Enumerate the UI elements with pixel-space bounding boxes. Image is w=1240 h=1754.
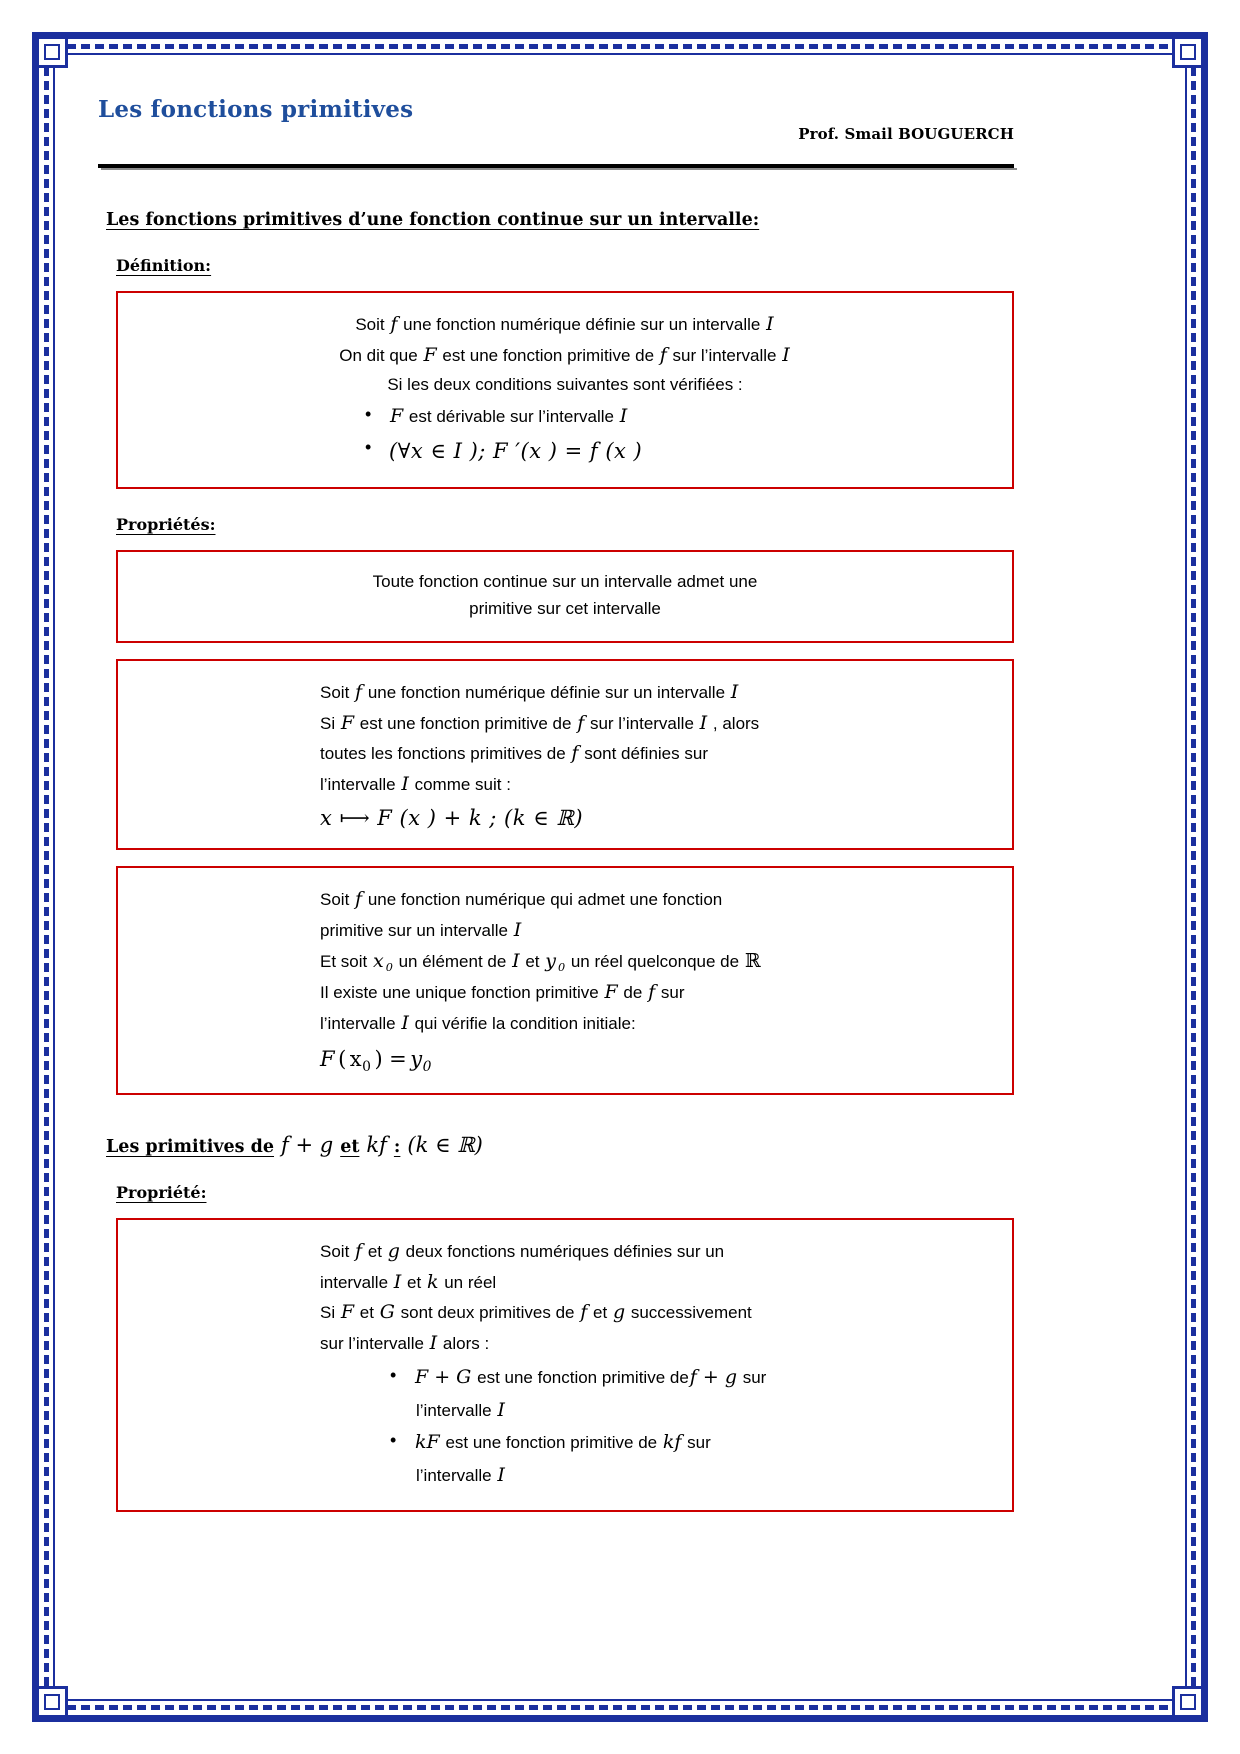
property4-line2-a: intervalle	[320, 1272, 389, 1292]
math-symbol-f: f	[648, 981, 656, 1004]
property3-line-1	[320, 884, 990, 915]
property4-line1-a: Soit	[320, 1241, 350, 1261]
formula-derivative-condition: (∀x ∈ I ); F ′(x ) = f (x )	[389, 438, 643, 463]
property4-line1-c: deux fonctions numériques définies sur un	[405, 1241, 725, 1261]
header-divider	[98, 164, 1014, 168]
property-box-4	[116, 1218, 1014, 1512]
frame-dash-top	[53, 44, 1187, 49]
property2-line2-d: , alors	[712, 713, 760, 733]
math-subscript-0: 0	[557, 960, 566, 974]
property3-line-4	[320, 977, 990, 1008]
math-expr-kf: kf	[662, 1431, 682, 1454]
definition-line1-b: une fonction numérique définie sur un intervalle	[403, 315, 761, 334]
property4-line2-b: et	[407, 1272, 422, 1292]
definition-line2-b: est une fonction primitive de	[442, 345, 655, 365]
math-symbol-I: I	[782, 343, 790, 366]
heading-conjunction-et: et	[340, 1136, 360, 1157]
property3-line4-c: sur	[660, 983, 685, 1003]
math-symbol-I: I	[766, 313, 774, 335]
math-expr-kF: kF	[415, 1431, 440, 1454]
property3-line5-b: qui vérifie la condition initiale:	[414, 1013, 636, 1033]
corner-ornament-top-left	[36, 36, 68, 68]
property2-line3-a: toutes les fonctions primitives de	[320, 744, 566, 764]
math-symbol-I: I	[401, 773, 409, 796]
property4-bullet2-line2-a: l’intervalle	[416, 1465, 492, 1485]
math-expr-f-plus-g: f + g	[689, 1365, 737, 1388]
math-symbol-I: I	[730, 680, 739, 703]
math-symbol-g: g	[612, 1301, 626, 1324]
property4-line3-a: Si	[320, 1303, 336, 1323]
property4-line4-a: sur l’intervalle	[320, 1334, 424, 1354]
property2-line2-a: Si	[320, 713, 336, 733]
subheading-propriete: Propriété:	[116, 1182, 207, 1202]
property4-bullet-1	[380, 1361, 990, 1426]
definition-line2-a: On dit que	[339, 345, 418, 365]
property3-line3-d: un réel quelconque de	[570, 951, 740, 971]
definition-conditions-list	[355, 400, 775, 469]
property2-line-2	[320, 708, 990, 739]
property4-line3-b: et	[359, 1303, 374, 1323]
formula-general-primitive: x ⟼ F (x ) + k ; (k ∈ ℝ)	[320, 805, 584, 830]
property3-line3-c: et	[525, 951, 540, 971]
section-heading-primitives: Les fonctions primitives d’une fonction continue sur un intervalle:	[106, 210, 760, 230]
definition-line2-c: sur l’intervalle	[672, 345, 777, 365]
property3-line-2	[320, 915, 990, 946]
math-symbol-I: I	[512, 949, 520, 972]
math-symbol-x0: x	[372, 949, 384, 972]
math-symbol-k: k	[426, 1270, 439, 1293]
math-symbol-F: F	[340, 711, 355, 734]
document-content	[98, 96, 1014, 1512]
math-symbol-F: F	[390, 405, 404, 428]
property4-line-4	[320, 1328, 990, 1359]
property3-line1-a: Soit	[320, 889, 350, 909]
property2-line2-c: sur l’intervalle	[589, 713, 694, 733]
math-symbol-I: I	[497, 1398, 505, 1421]
definition-line-3: Si les deux conditions suivantes sont vérifiées :	[387, 374, 743, 394]
section-heading-sum-and-scalar	[98, 1133, 1014, 1157]
property3-line5-a: l’intervalle	[320, 1013, 396, 1033]
math-symbol-f: f	[390, 313, 398, 335]
math-symbol-I: I	[393, 1270, 402, 1293]
property4-bullet-2	[380, 1426, 990, 1491]
property3-line4-b: de	[623, 983, 643, 1003]
heading-colon: :	[393, 1136, 401, 1157]
page-title: Les fonctions primitives	[98, 96, 414, 123]
math-symbol-y0: y	[545, 949, 556, 972]
math-expr-k-in-reals: (k ∈ ℝ)	[407, 1132, 483, 1157]
property1-line-2: primitive sur cet intervalle	[469, 599, 661, 619]
math-subscript-0: 0	[385, 960, 393, 974]
math-symbol-f: f	[355, 887, 363, 910]
property2-line-3	[320, 738, 990, 769]
math-symbol-G: G	[379, 1301, 395, 1324]
math-expr-f-plus-g: f + g	[281, 1132, 334, 1157]
property-box-2	[116, 659, 1014, 850]
property4-line3-c: sont deux primitives de	[400, 1303, 575, 1323]
definition-condition1-text: est dérivable sur l’intervalle	[408, 407, 614, 427]
definition-condition-1	[355, 400, 775, 433]
math-symbol-I: I	[513, 918, 522, 941]
definition-line-1	[140, 309, 990, 340]
math-symbol-f: f	[355, 1239, 363, 1262]
property2-line4-b: comme suit :	[414, 775, 511, 795]
property2-line-1	[320, 677, 990, 708]
definition-condition-2	[355, 433, 775, 469]
math-symbol-f: f	[577, 711, 585, 734]
property4-bullet1-a: est une fonction primitive de	[477, 1367, 689, 1387]
property4-line-1	[320, 1236, 990, 1267]
math-symbol-g: g	[387, 1239, 400, 1262]
property3-line2-a: primitive sur un intervalle	[320, 920, 509, 940]
definition-box	[116, 291, 1014, 489]
property3-line-5	[320, 1008, 990, 1039]
property1-line-1: Toute fonction continue sur un intervalle admet une	[372, 571, 758, 591]
math-symbol-F: F	[604, 981, 618, 1004]
property-box-1	[116, 550, 1014, 643]
property2-line2-b: est une fonction primitive de	[359, 713, 572, 733]
math-symbol-reals: ℝ	[744, 949, 761, 972]
property3-line-3	[320, 946, 990, 978]
property3-line3-b: un élément de	[398, 951, 507, 971]
definition-line1-a: Soit	[355, 315, 385, 334]
math-expr-F-plus-G: F + G	[415, 1365, 472, 1388]
property4-bullet-list	[380, 1361, 990, 1492]
subheading-proprietes: Propriétés:	[116, 514, 216, 534]
math-symbol-f: f	[659, 343, 667, 366]
property3-line3-a: Et soit	[320, 951, 368, 971]
property4-line3-e: successivement	[630, 1303, 752, 1323]
math-symbol-I: I	[619, 405, 628, 428]
math-symbol-I: I	[699, 711, 708, 734]
frame-dash-bottom	[53, 1705, 1187, 1710]
frame-dash-right	[1191, 53, 1196, 1701]
property2-line1-b: une fonction numérique définie sur un intervalle	[367, 682, 726, 702]
property4-line1-b: et	[367, 1241, 382, 1261]
math-symbol-f: f	[355, 680, 363, 703]
math-expr-kf: kf	[366, 1132, 387, 1157]
property4-line3-d: et	[593, 1303, 608, 1323]
property2-line4-a: l’intervalle	[320, 775, 396, 795]
frame-dash-left	[44, 53, 49, 1701]
math-symbol-F: F	[340, 1301, 355, 1324]
corner-ornament-bottom-right	[1172, 1686, 1204, 1718]
author-byline: Prof. Smail BOUGUERCH	[798, 125, 1014, 143]
property2-line3-b: sont définies sur	[584, 744, 708, 764]
property-box-3	[116, 866, 1014, 1095]
property4-bullet1-line2-a: l’intervalle	[416, 1400, 492, 1420]
property4-bullet2-b: sur	[687, 1433, 711, 1453]
property4-line2-c: un réel	[444, 1272, 497, 1292]
math-symbol-I: I	[497, 1463, 505, 1486]
property2-line1-a: Soit	[320, 682, 350, 702]
corner-ornament-top-right	[1172, 36, 1204, 68]
property4-bullet1-b: sur	[742, 1367, 767, 1387]
math-symbol-f: f	[580, 1301, 588, 1324]
subheading-definition: Définition:	[116, 256, 212, 275]
corner-ornament-bottom-left	[36, 1686, 68, 1718]
property4-line4-b: alors :	[442, 1334, 490, 1354]
math-symbol-I: I	[429, 1332, 438, 1355]
property2-line-4	[320, 769, 990, 800]
property3-line4-a: Il existe une unique fonction primitive	[320, 983, 599, 1003]
property4-line-2	[320, 1267, 990, 1298]
property4-bullet2-a: est une fonction primitive de	[445, 1433, 658, 1453]
math-symbol-I: I	[401, 1011, 409, 1034]
formula-initial-condition: F ( $x_0$ ) = $y_0$	[320, 1046, 432, 1075]
definition-line-2	[140, 340, 990, 371]
property4-line-3	[320, 1297, 990, 1328]
property3-line1-b: une fonction numérique qui admet une fonction	[367, 889, 723, 909]
heading-prefix-text: Les primitives de	[106, 1136, 275, 1157]
math-symbol-f: f	[571, 742, 579, 765]
document-header	[98, 96, 1014, 162]
math-symbol-F: F	[423, 343, 437, 366]
